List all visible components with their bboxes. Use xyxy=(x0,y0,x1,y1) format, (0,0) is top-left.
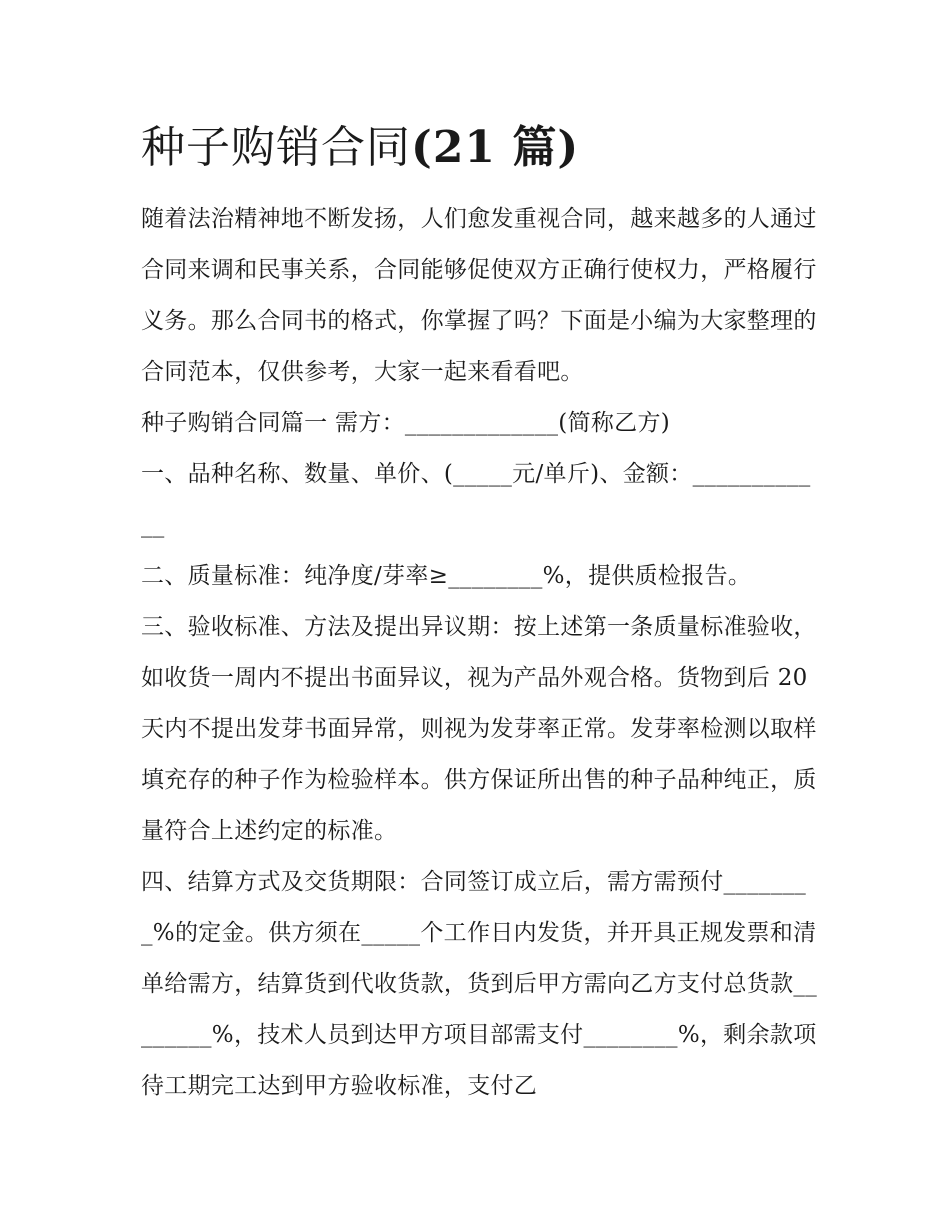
document-title xyxy=(141,112,821,184)
intro-paragraph: 随着法治精神地不断发扬，人们愈发重视合同，越来越多的人通过合同来调和民事关系，合同能够促使双方正确行使权力，严格履行义务。那么合同书的格式，你掌握了吗？下面是小编为大家整理的合同范本，仅供参考，大家一起来看看吧。 xyxy=(141,206,817,385)
clause-2: 二、质量标准：纯净度/芽率≥________%，提供质检报告。 xyxy=(141,563,752,589)
title-main: 种子购销合同 xyxy=(141,122,411,173)
clause-3: 三、验收标准、方法及提出异议期：按上述第一条质量标准验收，如收货一周内不提出书面异议，视为产品外观合格。货物到后 20 天内不提出发芽书面异常，则视为发芽率正常。发芽率检测以取样填充存的种子作为检验样本。供方保证所出售的种子品种纯正，质量符合上述约定的标准。 xyxy=(141,614,817,844)
document-page xyxy=(141,112,821,1112)
title-suffix: (21 篇) xyxy=(411,122,580,173)
clause-4: 四、结算方式及交货期限：合同签订成立后，需方需预付________%的定金。供方须在_____个工作日内发货，并开具正规发票和清单给需方，结算货到代收货款，货到后甲方需向乙方支付总货款________%，技术人员到达甲方项目部需支付________%，剩余款项待工期完工达到甲方验收标准，支付乙 xyxy=(141,869,817,1099)
contract-party-line: 种子购销合同篇一 需方：_____________(简称乙方) xyxy=(141,410,671,436)
clause-1: 一、品种名称、数量、单价、(_____元/单斤)、金额：____________ xyxy=(141,461,811,538)
document-body xyxy=(141,194,821,1112)
